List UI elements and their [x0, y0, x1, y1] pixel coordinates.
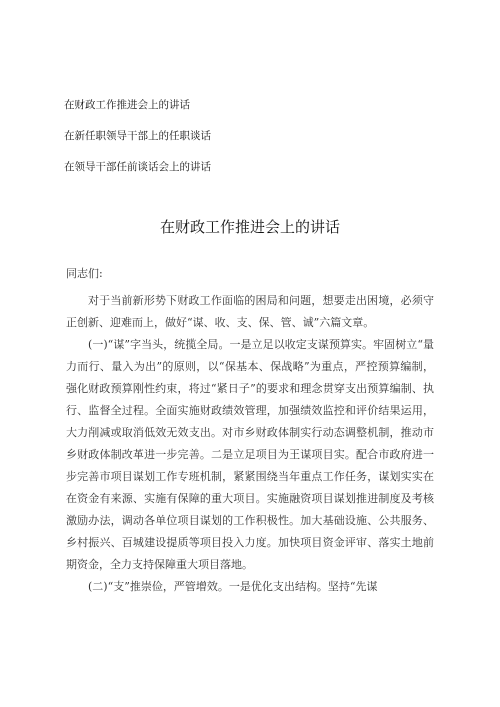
paragraph-section-2: (二)“支”推崇俭，严管增效。一是优化支出结构。坚持“先谋: [88, 580, 378, 593]
toc-item-1[interactable]: 在财政工作推进会上的讲话: [64, 99, 190, 111]
document-body: [66, 290, 434, 598]
toc-item-2[interactable]: 在新任职领导干部上的任职谈话: [64, 130, 211, 142]
toc-item-3[interactable]: 在领导干部任前谈话会上的讲话: [64, 161, 211, 173]
greeting: 同志们:: [66, 267, 103, 280]
document-title: 在财政工作推进会上的讲话: [159, 218, 340, 236]
paragraph-section-1: (一)“谋”字当头，统揽全局。一是立足以收定支谋预算实。牢固树立“量力而行、量入为出”的原则，以“保基本、保战略”为重点，严控预算编制，强化财政预算刚性约束，将过“紧日子”的要求和理念贯穿支出预算编制、执行、监督全过程。全面实施财政绩效管理，加强绩效监控和评价结果运用，大力削减或取消低效无效支出。对市乡财政体制实行动态调整机制，推动市乡财政体制改革进一步完善。二是立足项目为王谋项目实。配合市政府进一步完善市项目谋划工作专班机制，紧紧围绕当年重点工作任务，谋划实实在在资金有来源、实施有保障的重大项目。实施融资项目谋划推进制度及考核激励办法，调动各单位项目谋划的工作积极性。加大基础设施、公共服务、乡村振兴、百城建设提质等项目投入力度。加快项目资金评审、落实土地前期资金，全力支持保障重大项目落地。: [66, 338, 434, 571]
table-of-contents: [64, 98, 444, 191]
paragraph-intro: 对于当前新形势下财政工作面临的困局和问题，想要走出困境，必须守正创新、迎难而上，做好“谋、收、支、保、管、诚”六篇文章。: [66, 294, 434, 329]
